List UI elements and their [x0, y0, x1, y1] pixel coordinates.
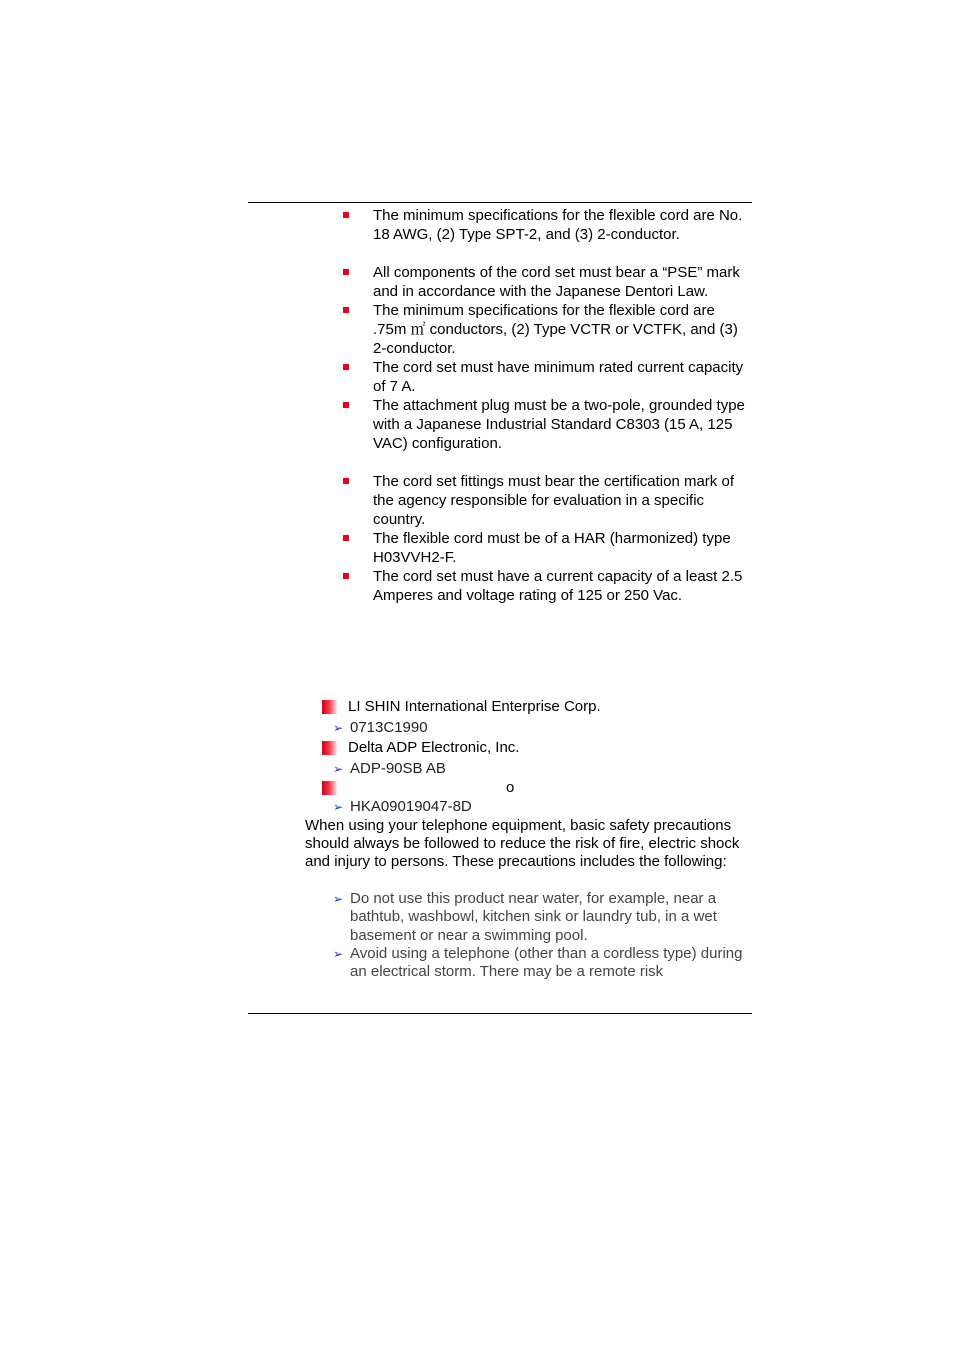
telephone-safety-intro: When using your telephone equipment, basic safety precautions should always be followed to reduce the risk of fire, electric shock and injury to persons. These precautions includes the following: [305, 817, 740, 871]
adapter-model-number: ADP-90SB AB [350, 760, 446, 777]
square-bullet-icon [343, 364, 349, 370]
list-item [340, 301, 752, 358]
square-bullet-icon [343, 212, 349, 218]
square-bullet-icon [343, 269, 349, 275]
red-gradient-block-icon [322, 781, 337, 795]
square-bullet-icon [343, 478, 349, 484]
telephone-safety-list [333, 890, 753, 981]
cord-requirements-list [340, 206, 752, 605]
list-item [340, 358, 752, 396]
adapter-vendor-name: Delta ADP Electronic, Inc. [348, 739, 520, 756]
adapter-model-row [333, 718, 428, 738]
arrowhead-icon: ➢ [333, 800, 344, 814]
adapter-vendor-name: LI SHIN International Enterprise Corp. [348, 698, 601, 715]
header-rule [248, 202, 752, 203]
list-item-text: The cord set fittings must bear the certification mark of the agency responsible for evaluation in a specific country. [373, 473, 734, 528]
list-item [340, 263, 752, 301]
red-gradient-block-icon [322, 741, 337, 755]
square-bullet-icon [343, 307, 349, 313]
list-item-text: All components of the cord set must bear a “PSE” mark and in accordance with the Japanese Dentori Law. [373, 264, 740, 300]
square-bullet-icon [343, 573, 349, 579]
adapter-model-number: 0713C1990 [350, 719, 428, 736]
red-gradient-block-icon [322, 700, 337, 714]
list-item-text: Do not use this product near water, for example, near a bathtub, washbowl, kitchen sink or laundry tub, in a wet basement or near a swimming pool. [350, 890, 717, 944]
list-item-text: Avoid using a telephone (other than a cordless type) during an electrical storm. There may be a remote risk [350, 944, 743, 981]
list-item [333, 945, 753, 982]
arrowhead-icon: ➢ [333, 892, 344, 906]
list-item [340, 529, 752, 567]
arrowhead-icon: ➢ [333, 946, 344, 961]
footer-rule [248, 1013, 752, 1014]
square-bullet-icon [343, 535, 349, 541]
list-item [333, 890, 753, 945]
list-spacer [340, 453, 752, 472]
list-item-text: The minimum specifications for the flexible cord are .75m ㎡ conductors, (2) Type VCTR or VCTFK, and (3) 2-conductor. [373, 302, 738, 357]
arrowhead-icon: ➢ [333, 721, 344, 735]
adapter-model-row [333, 759, 446, 779]
adapter-model-number: HKA09019047-8D [350, 798, 472, 815]
list-item-text: The cord set must have minimum rated current capacity of 7 A. [373, 359, 744, 395]
list-item [340, 472, 752, 529]
adapter-model-row [333, 797, 472, 817]
list-item [340, 567, 752, 605]
square-bullet-icon [343, 402, 349, 408]
list-item-text: The attachment plug must be a two-pole, grounded type with a Japanese Industrial Standard C8303 (15 A, 125 VAC) configuration. [373, 397, 745, 452]
list-item [340, 396, 752, 453]
arrowhead-icon: ➢ [333, 762, 344, 776]
list-item-text: The cord set must have a current capacity of a least 2.5 Amperes and voltage rating of 125 or 250 Vac. [373, 568, 743, 604]
adapter-vendor-name: o [506, 779, 515, 796]
list-item-text: The flexible cord must be of a HAR (harmonized) type H03VVH2-F. [373, 530, 731, 566]
list-spacer [340, 244, 752, 263]
list-item [340, 206, 752, 244]
list-item-text: The minimum specifications for the flexible cord are No. 18 AWG, (2) Type SPT-2, and (3) 2-conductor. [373, 207, 743, 243]
